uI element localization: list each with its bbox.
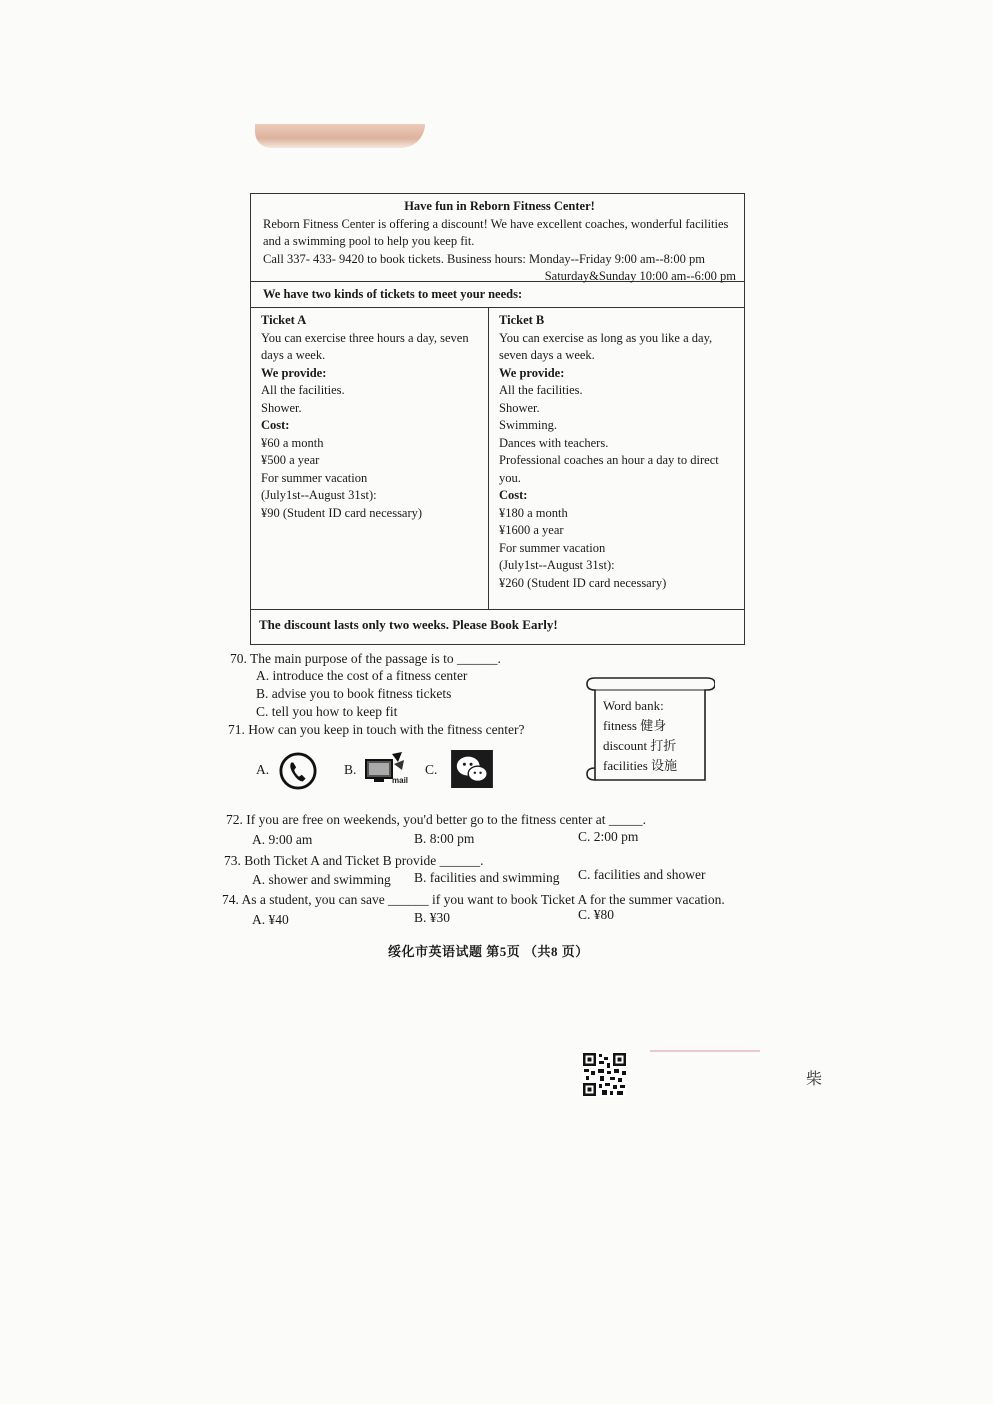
ticket-a-provide-item: Shower. bbox=[261, 400, 302, 415]
wechat-icon bbox=[450, 750, 494, 788]
corner-character: 柴 bbox=[806, 1071, 823, 1088]
q74-option-c: C. ¥80 bbox=[578, 907, 615, 922]
ticket-a-column bbox=[251, 308, 489, 609]
ticket-b-provide-item: Swimming. bbox=[499, 418, 557, 432]
ad-weekend-hours: Saturday&Sunday 10:00 am--6:00 pm bbox=[544, 269, 736, 283]
pink-line-mark bbox=[650, 1050, 760, 1052]
ticket-b-provide-item: Dances with teachers. bbox=[499, 435, 609, 450]
ticket-b-desc: You can exercise as long as you like a day, seven days a week. bbox=[499, 330, 713, 362]
word-bank-text bbox=[603, 696, 677, 776]
ticket-a-cost-item: For summer vacation bbox=[261, 470, 368, 485]
telephone-icon bbox=[276, 752, 320, 790]
ad-intro: Reborn Fitness Center is offering a discount! We have excellent coaches, wonderful facilities and a swimming pool to help you keep fit. bbox=[263, 216, 729, 248]
ticket-b-provide-item: Professional coaches an hour a day to direct you. bbox=[499, 453, 719, 485]
ticket-b-cost-item: (July1st--August 31st): bbox=[499, 558, 615, 572]
ticket-b-column bbox=[489, 308, 744, 609]
ad-footer-discount: The discount lasts only two weeks. bbox=[259, 617, 449, 632]
q73-option-b: B. facilities and swimming bbox=[414, 870, 560, 885]
ad-needs: We have two kinds of tickets to meet your needs: bbox=[251, 282, 744, 308]
ticket-b-name: Ticket B bbox=[499, 313, 545, 327]
ticket-columns bbox=[251, 308, 744, 610]
ad-title: Have fun in Reborn Fitness Center! bbox=[404, 199, 595, 213]
q72-stem: 72. If you are free on weekends, you'd better go to the fitness center at _____. bbox=[226, 812, 647, 827]
ad-header bbox=[251, 194, 744, 282]
ticket-a-provide-item: All the facilities. bbox=[261, 383, 345, 397]
q74-stem: 74. As a student, you can save ______ if you want to book Ticket A for the summer vacation. bbox=[222, 892, 725, 907]
q70-stem: 70. The main purpose of the passage is to ______. bbox=[230, 651, 501, 666]
ticket-a-cost-item: ¥500 a year bbox=[261, 453, 320, 467]
ticket-a-cost-item: ¥60 a month bbox=[261, 435, 324, 450]
ticket-b-cost-item: For summer vacation bbox=[499, 540, 606, 555]
fitness-ad-box bbox=[250, 193, 745, 645]
q70-option-b: B. advise you to book fitness tickets bbox=[256, 686, 452, 701]
page-footer: 绥化市英语试题 第5页 （共8 页） bbox=[388, 944, 589, 959]
qr-code-icon bbox=[582, 1052, 627, 1097]
q73-stem: 73. Both Ticket A and Ticket B provide ______. bbox=[224, 853, 484, 868]
ticket-a-cost-item: ¥90 (Student ID card necessary) bbox=[261, 505, 423, 520]
q70-option-c: C. tell you how to keep fit bbox=[256, 704, 398, 719]
word-bank-title: Word bank: bbox=[603, 698, 664, 713]
q72-option-b: B. 8:00 pm bbox=[414, 831, 475, 846]
ticket-a-desc: You can exercise three hours a day, seven days a week. bbox=[261, 330, 469, 362]
q72-option-c: C. 2:00 pm bbox=[578, 829, 639, 844]
email-label: mail bbox=[392, 776, 409, 785]
q71-option-c: C. bbox=[425, 762, 438, 777]
q73-option-c: C. facilities and shower bbox=[578, 867, 706, 882]
q71-option-b: B. bbox=[344, 762, 357, 777]
ticket-a-cost-label: Cost: bbox=[261, 418, 290, 432]
email-computer-icon bbox=[362, 750, 409, 788]
q74-option-b: B. ¥30 bbox=[414, 910, 451, 925]
word-bank-entry: facilities 设施 bbox=[603, 758, 678, 773]
q74-option-a: A. ¥40 bbox=[252, 912, 289, 927]
q73-option-a: A. shower and swimming bbox=[252, 872, 391, 887]
ad-footer bbox=[251, 610, 744, 640]
ticket-a-name: Ticket A bbox=[261, 313, 307, 327]
ticket-b-provide-item: Shower. bbox=[499, 400, 540, 415]
word-bank-entry: discount 打折 bbox=[603, 738, 677, 753]
ticket-a-provide-label: We provide: bbox=[261, 365, 327, 380]
ticket-b-provide-label: We provide: bbox=[499, 365, 565, 380]
ticket-b-cost-label: Cost: bbox=[499, 488, 528, 502]
q72-option-a: A. 9:00 am bbox=[252, 832, 313, 847]
ticket-a-cost-item: (July1st--August 31st): bbox=[261, 488, 377, 502]
word-bank-entry: fitness 健身 bbox=[603, 718, 667, 733]
q70-option-a: A. introduce the cost of a fitness center bbox=[256, 668, 468, 683]
finger-shadow bbox=[255, 124, 425, 148]
word-bank-scroll bbox=[585, 672, 715, 787]
ticket-b-cost-item: ¥1600 a year bbox=[499, 523, 564, 537]
ticket-b-provide-item: All the facilities. bbox=[499, 383, 583, 397]
ticket-b-cost-item: ¥260 (Student ID card necessary) bbox=[499, 575, 667, 590]
ad-call: Call 337- 433- 9420 to book tickets. Business hours: Monday--Friday 9:00 am--8:00 pm bbox=[263, 251, 705, 266]
q71-stem: 71. How can you keep in touch with the fitness center? bbox=[228, 722, 525, 737]
ad-footer-book: Please Book Early! bbox=[452, 617, 558, 632]
ticket-b-cost-item: ¥180 a month bbox=[499, 505, 568, 520]
q71-option-a: A. bbox=[256, 762, 270, 777]
